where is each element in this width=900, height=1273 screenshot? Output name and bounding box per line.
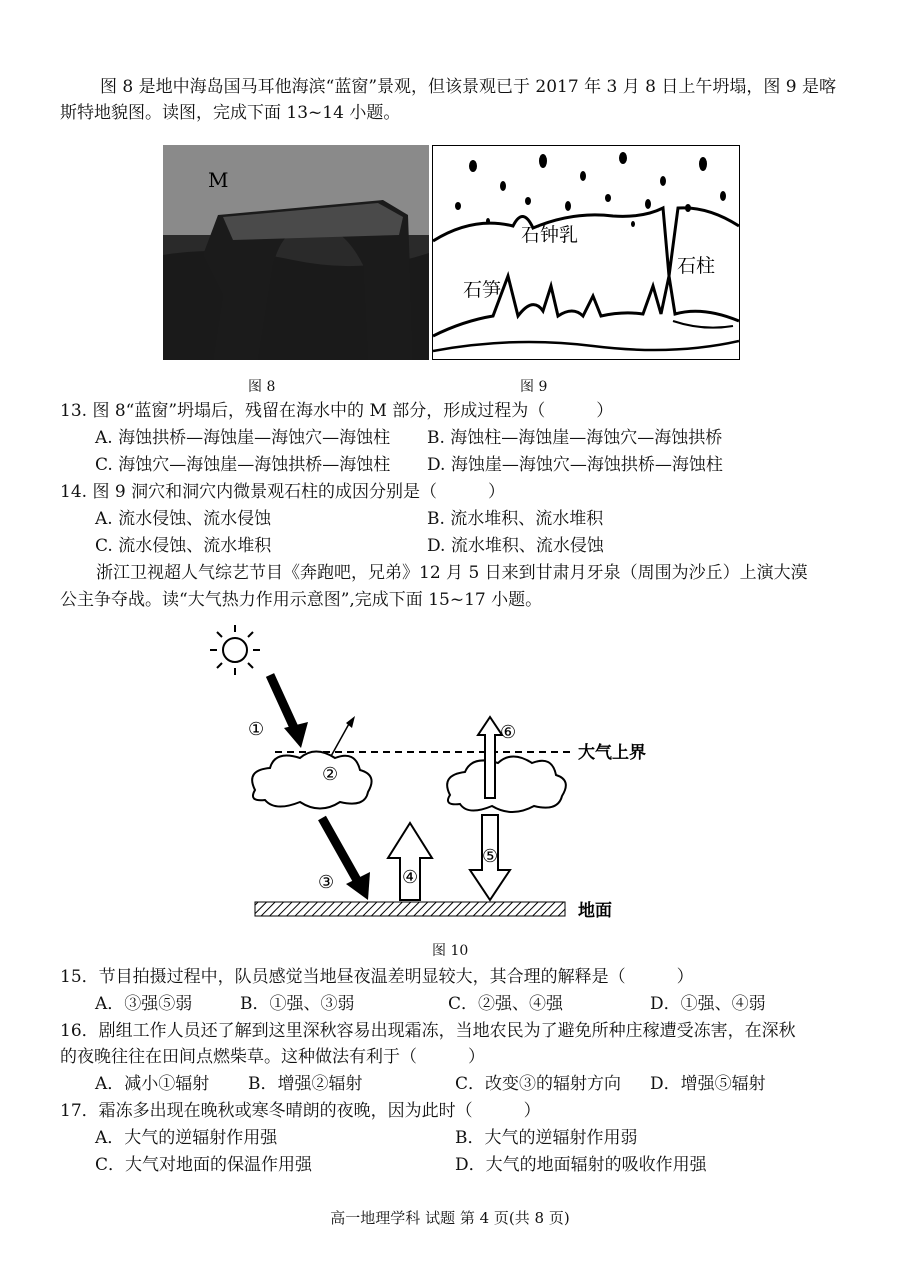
figure-10-caption: 图 10 — [432, 943, 469, 959]
q14-option-d: D. 流水堆积、流水侵蚀 — [427, 536, 604, 556]
intro1-line1: 图 8 是地中海岛国马耳他海滨“蓝窗”景观，但该景观已于 2017 年 3 月 8 日上午坍塌，图 9 是喀 — [100, 77, 836, 97]
q17-option-c: C．大气对地面的保温作用强 — [95, 1155, 313, 1175]
label-stalagmite: 石笋 — [463, 279, 502, 301]
q17-option-a: A．大气的逆辐射作用强 — [95, 1128, 278, 1148]
q14-option-c: C. 流水侵蚀、流水堆积 — [95, 536, 272, 556]
q16-stem-line1: 16．剧组工作人员还了解到这里深秋容易出现霜冻，当地农民为了避免所种庄稼遭受冻害，在深秋 — [60, 1021, 796, 1041]
label-stalactite: 石钟乳 — [521, 224, 579, 246]
figure-9-diagram — [432, 145, 740, 360]
label-2: ② — [322, 764, 339, 785]
label-4: ④ — [402, 867, 419, 888]
q14-stem: 14. 图 9 洞穴和洞穴内微景观石柱的成因分别是（ ） — [60, 482, 506, 502]
intro2-line2: 公主争夺战。读“大气热力作用示意图”,完成下面 15~17 小题。 — [60, 590, 543, 610]
label-ground: 地面 — [578, 901, 612, 921]
figure-8-caption: 图 8 — [248, 379, 276, 395]
q15-option-b: B．①强、③弱 — [240, 994, 355, 1014]
q16-option-c: C．改变③的辐射方向 — [455, 1074, 622, 1094]
q13-option-c: C. 海蚀穴—海蚀崖—海蚀拱桥—海蚀柱 — [95, 455, 391, 475]
q17-stem: 17．霜冻多出现在晚秋或寒冬晴朗的夜晚，因为此时（ ） — [60, 1101, 541, 1121]
figure-10-diagram — [200, 620, 680, 930]
label-5: ⑤ — [482, 846, 499, 867]
label-column: 石柱 — [677, 255, 716, 277]
q15-stem: 15．节目拍摄过程中，队员感觉当地昼夜温差明显较大，其合理的解释是（ ） — [60, 967, 694, 987]
q15-option-a: A．③强⑤弱 — [95, 994, 193, 1014]
q16-option-a: A．减小①辐射 — [95, 1074, 210, 1094]
figure-8-photo — [163, 145, 429, 360]
q13-option-a: A. 海蚀拱桥—海蚀崖—海蚀穴—海蚀柱 — [95, 428, 391, 448]
label-6: ⑥ — [500, 722, 517, 743]
intro1-line2: 斯特地貌图。读图，完成下面 13~14 小题。 — [60, 103, 401, 123]
q14-option-b: B. 流水堆积、流水堆积 — [427, 509, 604, 529]
intro2-line1: 浙江卫视超人气综艺节目《奔跑吧，兄弟》12 月 5 日来到甘肃月牙泉（周围为沙丘）上演大漠 — [96, 563, 808, 583]
sun-icon — [210, 625, 260, 675]
q16-stem-line2: 的夜晚往往在田间点燃柴草。这种做法有利于（ ） — [60, 1047, 485, 1067]
q17-option-d: D．大气的地面辐射的吸收作用强 — [455, 1155, 707, 1175]
label-3: ③ — [318, 872, 335, 893]
label-top-of-atmosphere: 大气上界 — [578, 743, 646, 763]
q14-option-a: A. 流水侵蚀、流水侵蚀 — [95, 509, 272, 529]
q13-option-d: D. 海蚀崖—海蚀穴—海蚀拱桥—海蚀柱 — [427, 455, 723, 475]
label-1: ① — [248, 719, 265, 740]
q15-option-d: D．①强、④弱 — [650, 994, 766, 1014]
q17-option-b: B．大气的逆辐射作用弱 — [455, 1128, 638, 1148]
q16-option-b: B．增强②辐射 — [248, 1074, 363, 1094]
q16-option-d: D．增强⑤辐射 — [650, 1074, 766, 1094]
q13-option-b: B. 海蚀柱—海蚀崖—海蚀穴—海蚀拱桥 — [427, 428, 723, 448]
figure-9-caption: 图 9 — [520, 379, 548, 395]
label-m: M — [208, 168, 229, 192]
page-footer: 高一地理学科 试题 第 4 页(共 8 页) — [330, 1209, 570, 1227]
q13-stem: 13. 图 8“蓝窗”坍塌后，残留在海水中的 M 部分，形成过程为（ ） — [60, 401, 614, 421]
q15-option-c: C．②强、④强 — [448, 994, 564, 1014]
